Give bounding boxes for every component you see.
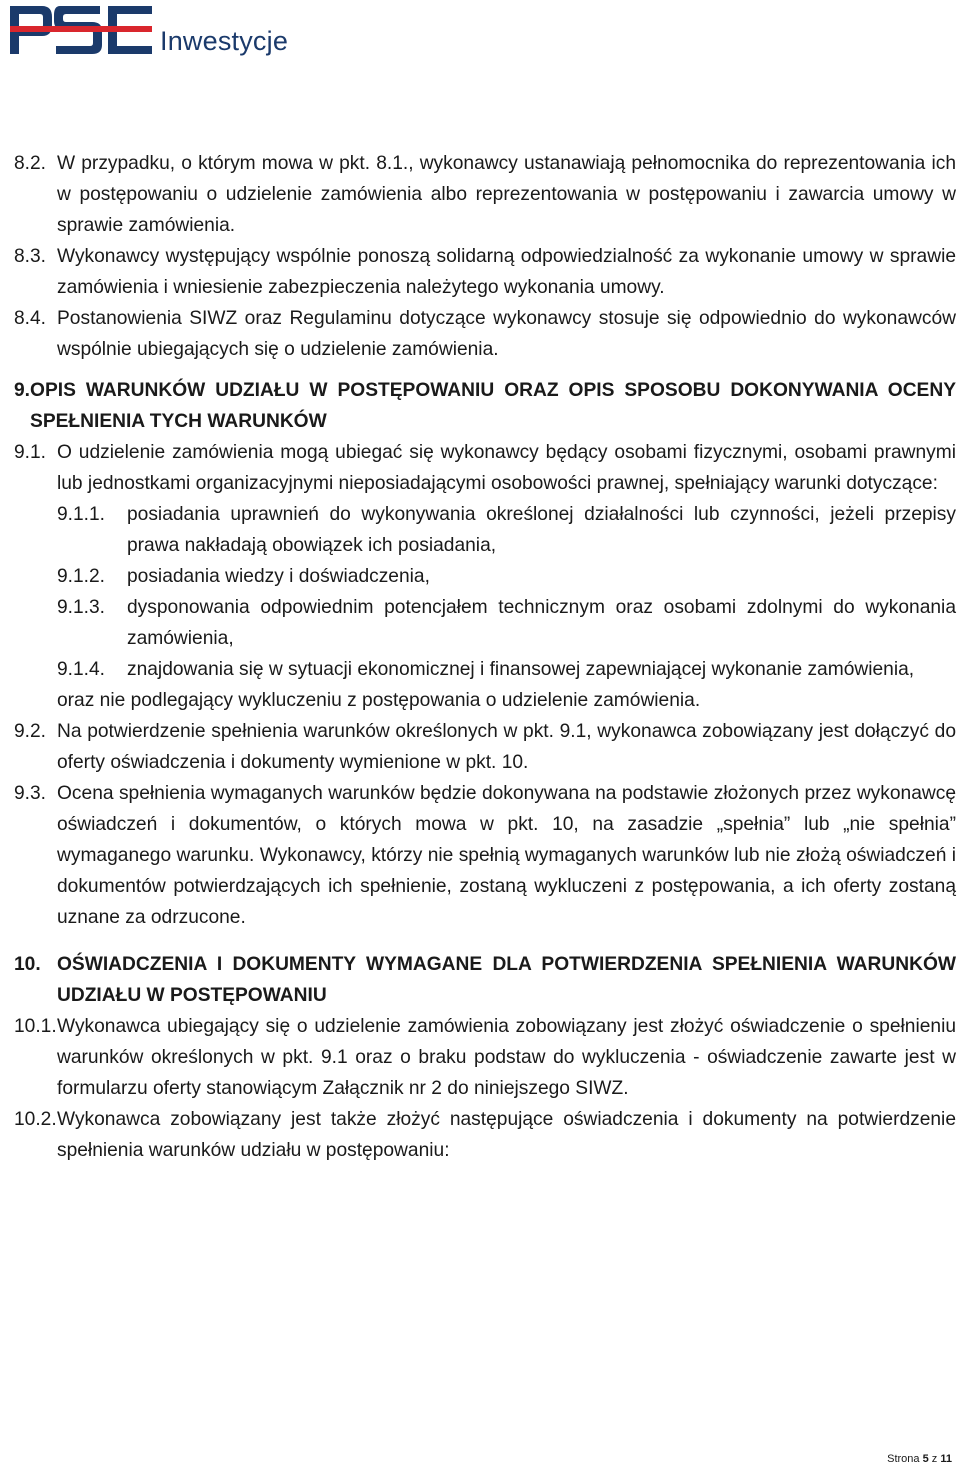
paragraph-number: 9.1.4. — [57, 659, 106, 680]
paragraph-9-1-3 — [57, 592, 956, 654]
footer-of: z — [931, 1453, 938, 1465]
paragraph-text: posiadania uprawnień do wykonywania określonej działalności lub czynności, jeżeli przepisy prawa nakładają obowiązek ich posiadania, — [127, 504, 956, 556]
logo-subtitle: Inwestycje — [160, 26, 289, 56]
paragraph-text: znajdowania się w sytuacji ekonomicznej i finansowej zapewniającej wykonanie zamówienia, — [127, 659, 915, 680]
paragraph-number: 8.2. — [14, 153, 47, 174]
paragraph-number: 9.1. — [14, 442, 47, 463]
paragraph-number: 10.1. — [14, 1016, 57, 1037]
paragraph-9-2 — [14, 716, 956, 778]
footer-page: 5 — [922, 1453, 929, 1465]
pse-logo-icon — [10, 0, 155, 60]
paragraph-9-1-1 — [57, 499, 956, 561]
paragraph-9-1 — [14, 437, 956, 499]
section-heading-10 — [14, 949, 956, 1011]
paragraph-9-1-2 — [57, 561, 956, 592]
paragraph-10-1 — [14, 1011, 956, 1104]
paragraph-10-2 — [14, 1104, 956, 1166]
header — [10, 0, 310, 62]
paragraph-text: W przypadku, o którym mowa w pkt. 8.1., wykonawcy ustanawiają pełnomocnika do reprezentowania ich w postępowaniu o udzielenie zamówienia albo reprezentowania w postępowaniu i zawarcia umowy w sprawie zamówienia. — [57, 153, 956, 236]
paragraph-text: posiadania wiedzy i doświadczenia, — [127, 566, 430, 587]
heading-number: 9. — [14, 380, 31, 401]
paragraph-9-1-tail: oraz nie podlegający wykluczeniu z postępowania o udzielenie zamówienia. — [57, 690, 701, 711]
paragraph-text: Wykonawca zobowiązany jest także złożyć następujące oświadczenia i dokumenty na potwierdzenie spełnienia warunków udziału w postępowaniu: — [57, 1109, 956, 1161]
paragraph-text: O udzielenie zamówienia mogą ubiegać się wykonawcy będący osobami fizycznymi, osobami prawnymi lub jednostkami organizacyjnymi nieposiadającymi osobowości prawnej, spełniający warunki dotyczące: — [57, 442, 956, 494]
paragraph-number: 9.3. — [14, 783, 47, 804]
page-footer — [887, 1453, 952, 1465]
heading-text: OPIS WARUNKÓW UDZIAŁU W POSTĘPOWANIU ORAZ OPIS SPOSOBU DOKONYWANIA OCENY SPEŁNIENIA TYCH WARUNKÓW — [30, 380, 956, 432]
paragraph-text: dysponowania odpowiednim potencjałem technicznym oraz osobami zdolnymi do wykonania zamówienia, — [127, 597, 956, 649]
heading-number: 10. — [14, 954, 41, 975]
footer-total: 11 — [940, 1453, 952, 1465]
section-heading-9 — [14, 375, 956, 437]
paragraph-8-2 — [14, 148, 956, 241]
paragraph-text: Ocena spełnienia wymaganych warunków będzie dokonywana na podstawie złożonych przez wykonawcę oświadczeń i dokumentów, o których mowa w pkt. 10, na zasadzie „spełnia” lub „nie spełnia” wymaganego warunku. Wykonawcy, którzy nie spełnią wymaganych warunków lub nie złożą oświadczeń i dokumentów potwierdzających ich spełnienie, zostaną wykluczeni z postępowania, a ich oferty zostaną uznane za odrzucone. — [57, 783, 956, 928]
footer-label: Strona — [887, 1453, 920, 1465]
paragraph-text: Na potwierdzenie spełnienia warunków określonych w pkt. 9.1, wykonawca zobowiązany jest dołączyć do oferty oświadczenia i dokumenty wymienione w pkt. 10. — [57, 721, 956, 773]
paragraph-text: Postanowienia SIWZ oraz Regulaminu dotyczące wykonawcy stosuje się odpowiednio do wykonawców wspólnie ubiegających się o udzielenie zamówienia. — [57, 308, 956, 360]
paragraph-8-3 — [14, 241, 956, 303]
paragraph-9-1-4 — [57, 654, 956, 685]
paragraph-8-4 — [14, 303, 956, 365]
paragraph-number: 9.1.2. — [57, 566, 106, 587]
paragraph-text: Wykonawcy występujący wspólnie ponoszą solidarną odpowiedzialność za wykonanie umowy w sprawie zamówienia i wniesienie zabezpieczenia należytego wykonania umowy. — [57, 246, 956, 298]
paragraph-number: 10.2. — [14, 1109, 57, 1130]
paragraph-text: Wykonawca ubiegający się o udzielenie zamówienia zobowiązany jest złożyć oświadczenie o spełnieniu warunków określonych w pkt. 9.1 oraz o braku podstaw do wykluczenia - oświadczenie zawarte jest w formularzu oferty stanowiącym Załącznik nr 2 do niniejszego SIWZ. — [57, 1016, 956, 1099]
document-body — [14, 148, 956, 1166]
paragraph-number: 9.1.3. — [57, 597, 106, 618]
paragraph-9-3 — [14, 778, 956, 933]
paragraph-number: 9.1.1. — [57, 504, 106, 525]
heading-text: OŚWIADCZENIA I DOKUMENTY WYMAGANE DLA POTWIERDZENIA SPEŁNIENIA WARUNKÓW UDZIAŁU W POSTĘPOWANIU — [57, 954, 956, 1006]
paragraph-number: 8.4. — [14, 308, 47, 329]
paragraph-number: 8.3. — [14, 246, 47, 267]
paragraph-number: 9.2. — [14, 721, 47, 742]
